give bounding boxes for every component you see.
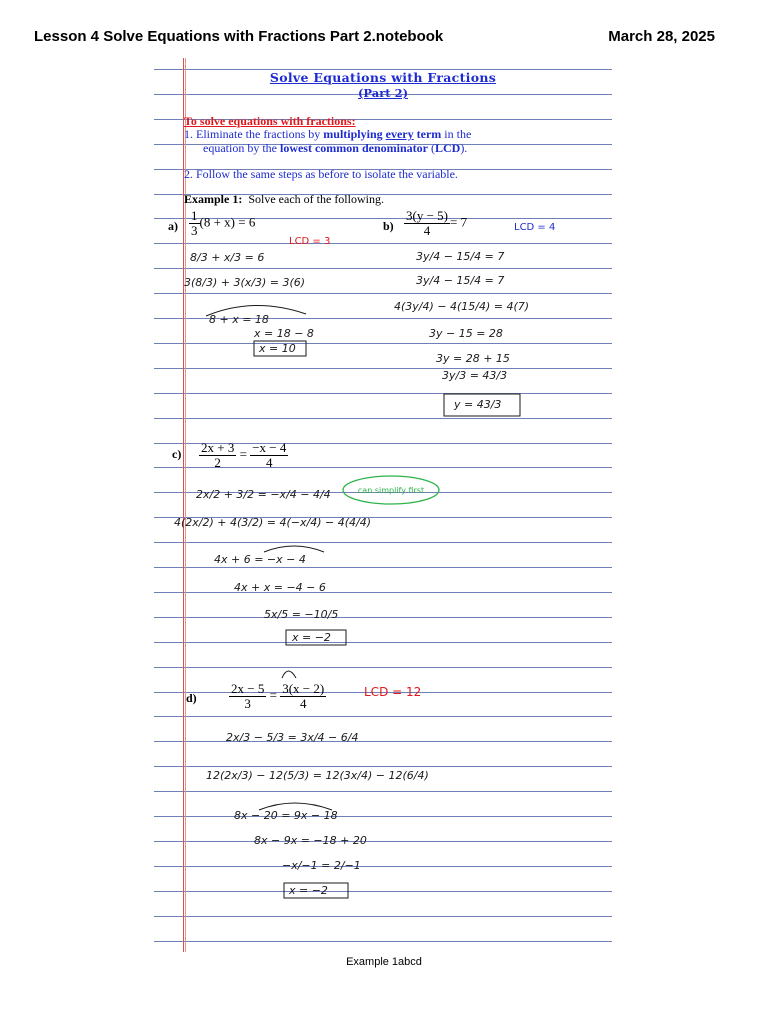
work-d-line-5: −x/−1 = 2/−1 bbox=[282, 859, 361, 872]
work-b-line-1: 3y/4 − 15/4 = 7 bbox=[416, 250, 505, 263]
example-text: Solve each of the following. bbox=[248, 192, 384, 206]
work-b-line-3: 4(3y/4) − 4(15/4) = 4(7) bbox=[394, 300, 530, 313]
step-1-text-mid: in the bbox=[441, 127, 472, 141]
work-d-line-2: 12(2x/3) − 12(5/3) = 12(3x/4) − 12(6/4) bbox=[206, 769, 429, 782]
step-1-lcd-abbr: LCD bbox=[434, 141, 461, 155]
work-c-line-6: x = −2 bbox=[292, 631, 331, 644]
rules-heading: To solve equations with fractions: bbox=[184, 114, 356, 128]
page-title: Solve Equations with Fractions bbox=[269, 70, 497, 85]
lcd-note-d: LCD = 12 bbox=[364, 685, 422, 699]
page-subtitle: (Part 2) bbox=[357, 86, 409, 100]
work-c-line-1: 2x/2 + 3/2 = −x/4 − 4/4 bbox=[196, 488, 331, 501]
work-b-line-7: y = 43/3 bbox=[454, 398, 502, 411]
simplify-note: can simplify first bbox=[357, 486, 425, 495]
work-c-line-5: 5x/5 = −10/5 bbox=[264, 608, 339, 621]
work-d-line-1: 2x/3 − 5/3 = 3x/4 − 6/4 bbox=[226, 731, 359, 744]
work-a-line-4: x = 18 − 8 bbox=[254, 327, 314, 340]
problem-c-right-numerator: −x − 4 bbox=[252, 440, 287, 455]
problem-c-right-denominator: 4 bbox=[266, 455, 273, 470]
work-d-line-4: 8x − 9x = −18 + 20 bbox=[254, 834, 367, 847]
work-c-line-4: 4x + x = −4 − 6 bbox=[234, 581, 326, 594]
step-1-bold-every: every bbox=[385, 127, 414, 141]
problem-b-rhs: = 7 bbox=[450, 214, 468, 230]
problem-c-equation: $\frac{2x + 3}{2}$ = $\frac{-x - 4}{4}$ bbox=[201, 440, 287, 470]
work-b-line-2: 3y/4 − 15/4 = 7 bbox=[416, 274, 505, 287]
problem-a-coef-denominator: 3 bbox=[191, 223, 198, 238]
work-d-line-6: x = −2 bbox=[289, 884, 328, 897]
work-a-line-1: 8/3 + x/3 = 6 bbox=[190, 251, 265, 264]
notebook-page bbox=[154, 58, 612, 952]
step-1-bold-multiplying: multiplying bbox=[323, 127, 383, 141]
problem-b-numerator: 3(y − 5) bbox=[406, 208, 448, 223]
work-c-line-2: 4(2x/2) + 4(3/2) = 4(−x/4) − 4(4/4) bbox=[174, 516, 372, 529]
problem-a-coef-numerator: 1 bbox=[191, 208, 198, 223]
move-term-arc-c bbox=[264, 546, 324, 552]
work-b-line-6: 3y/3 = 43/3 bbox=[442, 369, 508, 382]
lcd-note-a: LCD = 3 bbox=[289, 236, 331, 247]
work-a-line-3: 8 + x = 18 bbox=[209, 313, 269, 326]
problem-c-label: c) bbox=[172, 447, 182, 461]
problem-d-right-numerator: 3(x − 2) bbox=[282, 681, 325, 696]
problem-c-left-denominator: 2 bbox=[214, 455, 221, 470]
handwritten-work bbox=[154, 58, 612, 952]
step-1-line-2-text: equation by the bbox=[203, 141, 280, 155]
example-label: Example 1: bbox=[184, 192, 243, 206]
problem-b-label: b) bbox=[383, 219, 394, 233]
problem-c-left-numerator: 2x + 3 bbox=[201, 440, 235, 455]
notebook-date: March 28, 2025 bbox=[608, 28, 715, 45]
work-c-line-3: 4x + 6 = −x − 4 bbox=[214, 553, 306, 566]
step-1-text: 1. Eliminate the fractions by bbox=[184, 127, 324, 141]
work-a-line-2: 3(8/3) + 3(x/3) = 3(6) bbox=[184, 276, 306, 289]
problem-d-label: d) bbox=[186, 691, 197, 705]
work-d-line-3: 8x − 20 = 9x − 18 bbox=[234, 809, 338, 822]
problem-a-label: a) bbox=[168, 219, 178, 233]
problem-b-denominator: 4 bbox=[423, 223, 431, 238]
work-b-line-5: 3y = 28 + 15 bbox=[436, 352, 510, 365]
lcd-note-b: LCD = 4 bbox=[514, 222, 556, 233]
problem-d-left-numerator: 2x − 5 bbox=[231, 681, 265, 696]
step-1-lcd: lowest common denominator bbox=[279, 141, 428, 155]
work-b-line-4: 3y − 15 = 28 bbox=[429, 327, 503, 340]
problem-a-body: (8 + x) = 6 bbox=[199, 214, 256, 230]
page-caption: Example 1abcd bbox=[346, 956, 422, 968]
step-1-line-2: equation by the lowest common denominator (LCD). bbox=[203, 141, 468, 155]
step-2: 2. Follow the same steps as before to isolate the variable. bbox=[184, 167, 458, 181]
bracket-arc-d bbox=[282, 671, 296, 678]
problem-d-equation: $\frac{2x - 5}{3}$ = $\frac{3(x - 2)}{4}$ bbox=[231, 681, 325, 711]
problem-d-left-denominator: 3 bbox=[244, 696, 251, 711]
problem-d-right-denominator: 4 bbox=[299, 696, 307, 711]
notebook-filename: Lesson 4 Solve Equations with Fractions Part 2.notebook bbox=[34, 28, 444, 45]
work-a-line-5: x = 10 bbox=[259, 342, 296, 355]
step-1-bold-term: term bbox=[416, 127, 442, 141]
